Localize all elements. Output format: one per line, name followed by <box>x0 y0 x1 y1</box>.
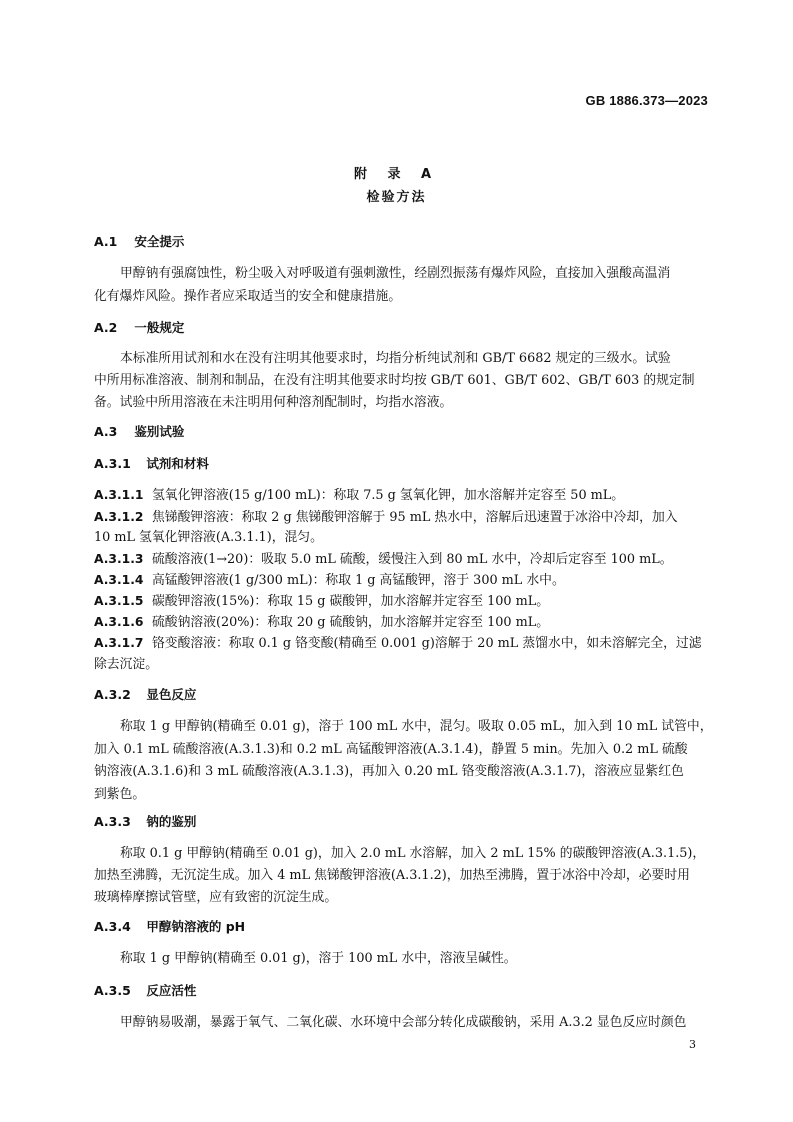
reagent-item <box>94 506 708 525</box>
item-number: A.3.1.6 <box>94 615 144 629</box>
paragraph-line: 到紫色。 <box>94 787 146 802</box>
section-number: A.3.2 <box>94 687 131 702</box>
section-heading-a1 <box>94 232 184 250</box>
paragraph-line: 备。试验中所用溶液在未注明用何种溶剂配制时，均指水溶液。 <box>94 395 453 410</box>
paragraph-line: 钠溶液(A.3.1.6)和 3 mL 硫酸溶液(A.3.1.3)，再加入 0.20 mL 铬变酸溶液(A.3.1.7)，溶液应显紫红色 <box>94 764 684 779</box>
standard-number: GB 1886.373—2023 <box>585 93 708 108</box>
paragraph-line: 甲醇钠易吸潮，暴露于氧气、二氧化碳、水环境中会部分转化成碳酸钠，采用 A.3.2 显色反应时颜色 <box>120 1015 687 1030</box>
paragraph-line: 加热至沸腾，无沉淀生成。加入 4 mL 焦锑酸钾溶液(A.3.1.2)，加热至沸腾，置于冰浴中冷却，必要时用 <box>94 868 690 883</box>
section-number: A.3.5 <box>94 983 131 998</box>
item-continuation: 除去沉淀。 <box>94 657 158 672</box>
section-title: 钠的鉴别 <box>146 814 197 829</box>
section-number: A.2 <box>94 320 118 335</box>
section-title: 反应活性 <box>146 983 197 998</box>
paragraph-line: 称取 0.1 g 甲醇钠(精确至 0.01 g)，加入 2.0 mL 水溶解，加入 2 mL 15% 的碳酸钾溶液(A.3.1.5)， <box>120 846 706 861</box>
section-number: A.3 <box>94 424 118 439</box>
item-number: A.3.1.1 <box>94 488 144 502</box>
paragraph-line: 称取 1 g 甲醇钠(精确至 0.01 g)，溶于 100 mL 水中，溶液呈碱性。 <box>120 951 517 966</box>
paragraph-line: 甲醇钠有强腐蚀性，粉尘吸入对呼吸道有强刺激性，经剧烈振荡有爆炸风险，直接加入强酸高温消 <box>120 266 671 281</box>
paragraph-line: 本标准所用试剂和水在没有注明其他要求时，均指分析纯试剂和 GB/T 6682 规定的三级水。试验 <box>120 351 671 366</box>
section-heading-a35 <box>94 981 196 999</box>
reagent-item <box>94 569 708 588</box>
item-text: 铬变酸溶液：称取 0.1 g 铬变酸(精确至 0.001 g)溶解于 20 mL 蒸馏水中，如未溶解完全，过滤 <box>152 636 702 651</box>
section-heading-a34 <box>94 917 245 935</box>
section-heading-a3 <box>94 422 184 440</box>
section-title: 一般规定 <box>134 320 185 335</box>
item-number: A.3.1.2 <box>94 510 144 524</box>
item-number: A.3.1.3 <box>94 552 144 566</box>
paragraph-line: 玻璃棒摩擦试管壁，应有致密的沉淀生成。 <box>94 890 338 905</box>
reagent-item <box>94 611 708 630</box>
paragraph-line: 称取 1 g 甲醇钠(精确至 0.01 g)，溶于 100 mL 水中，混匀。吸取 0.05 mL，加入到 10 mL 试管中， <box>120 719 713 734</box>
section-number: A.1 <box>94 234 118 249</box>
section-heading-a32 <box>94 685 196 703</box>
section-heading-a2 <box>94 318 184 336</box>
item-text: 焦锑酸钾溶液：称取 2 g 焦锑酸钾溶解于 95 mL 热水中，溶解后迅速置于冰浴中冷却，加入 <box>152 510 678 525</box>
section-title: 安全提示 <box>134 234 185 249</box>
section-number: A.3.1 <box>94 456 131 471</box>
reagent-item <box>94 548 708 567</box>
section-number: A.3.4 <box>94 919 131 934</box>
item-number: A.3.1.7 <box>94 636 144 650</box>
item-text: 碳酸钾溶液(15%)：称取 15 g 碳酸钾，加水溶解并定容至 100 mL。 <box>152 594 550 609</box>
paragraph-line: 中所用标准溶液、制剂和制品，在没有注明其他要求时均按 GB/T 601、GB/T 602、GB/T 603 的规定制 <box>94 373 695 388</box>
item-continuation: 10 mL 氢氧化钾溶液(A.3.1.1)，混匀。 <box>94 530 323 545</box>
paragraph-line: 化有爆炸风险。操作者应采取适当的安全和健康措施。 <box>94 289 402 304</box>
item-text: 硫酸钠溶液(20%)：称取 20 g 硫酸钠，加水溶解并定容至 100 mL。 <box>152 615 550 630</box>
section-title: 显色反应 <box>146 687 197 702</box>
item-number: A.3.1.5 <box>94 594 144 608</box>
section-heading-a33 <box>94 812 196 830</box>
item-number: A.3.1.4 <box>94 573 144 587</box>
paragraph-line: 加入 0.1 mL 硫酸溶液(A.3.1.3)和 0.2 mL 高锰酸钾溶液(A.3.1.4)，静置 5 min。先加入 0.2 mL 硫酸 <box>94 742 688 757</box>
section-title: 鉴别试验 <box>134 424 185 439</box>
page-number: 3 <box>689 1038 696 1051</box>
section-title: 试剂和材料 <box>146 456 209 471</box>
appendix-subtitle: 检验方法 <box>366 190 427 205</box>
item-text: 高锰酸钾溶液(1 g/300 mL)：称取 1 g 高锰酸钾，溶于 300 mL 水中。 <box>152 573 565 588</box>
reagent-item <box>94 632 708 651</box>
section-title: 甲醇钠溶液的 pH <box>146 919 246 934</box>
reagent-item <box>94 484 708 503</box>
reagent-item <box>94 590 708 609</box>
item-text: 氢氧化钾溶液(15 g/100 mL)：称取 7.5 g 氢氧化钾，加水溶解并定容至 50 mL。 <box>152 488 625 503</box>
appendix-title: 附 录 A <box>353 167 440 182</box>
section-number: A.3.3 <box>94 814 131 829</box>
section-heading-a31 <box>94 454 209 472</box>
item-text: 硫酸溶液(1→20)：吸取 5.0 mL 硫酸，缓慢注入到 80 mL 水中，冷却后定容至 100 mL。 <box>152 552 673 567</box>
